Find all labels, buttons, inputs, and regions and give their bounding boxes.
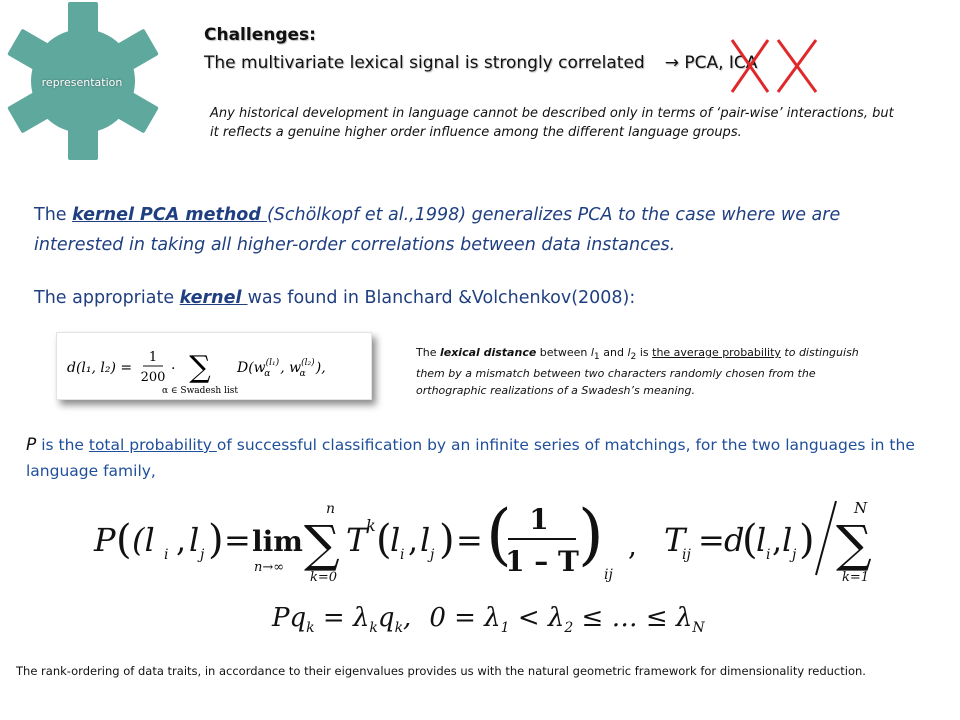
pca-ica-arrow-text: → PCA, ICA <box>664 53 758 73</box>
formula-dot: · <box>171 361 176 377</box>
eigenvalue-formula <box>272 596 705 642</box>
svg-text:j: j <box>200 547 205 563</box>
svg-text:T: T <box>346 521 368 559</box>
kernel-para-rest: generalizes PCA to the case where we are interested in taking all higher-order correlations between data instances. <box>34 205 841 255</box>
strike-through-x-marks <box>728 36 828 96</box>
svg-text:n: n <box>326 501 336 517</box>
svg-text:j: j <box>792 547 797 563</box>
formula-body: $D(w^{(l_1)}$ α , $w^{(l_2)}$ α ), <box>237 358 326 379</box>
svg-text:): ) <box>439 517 455 563</box>
p-symbol: P <box>26 435 37 455</box>
svg-text:,: , <box>628 529 637 562</box>
svg-text:): ) <box>799 517 815 563</box>
svg-text:ij: ij <box>604 567 613 583</box>
total-probability-paragraph: P is the total probability of successful classification by an infinite series of matchings, for the two languages in the language family, <box>26 435 915 480</box>
svg-text:k: k <box>366 516 376 535</box>
svg-text:(l: (l <box>132 521 155 559</box>
svg-text:,: , <box>408 521 419 559</box>
svg-text:∑: ∑ <box>304 515 340 573</box>
svg-text:Pqk = λkqk,0 = λ1 < λ2 ≤ … ≤ λ: $Pq_k = \lambda_kq_k$, $0 = \lambda_1 < \lambda_2$ ≤ … ≤ $\lambda_N$ <box>272 603 705 636</box>
svg-text:P: P <box>94 521 116 559</box>
svg-text:,: , <box>176 521 187 559</box>
citation: (Schölkopf et al.,1998) <box>266 205 467 225</box>
svg-text:T: T <box>664 521 686 559</box>
p-formula <box>94 495 894 587</box>
svg-text:l: l <box>782 521 793 559</box>
kernel-para-prefix: The <box>34 205 73 225</box>
svg-text:=: = <box>698 521 725 559</box>
gear-label: representation <box>41 76 123 89</box>
lexical-distance-formula <box>56 332 372 400</box>
svg-text:1 – T: 1 – T <box>505 545 579 578</box>
formula-sum-sub: α ∈ Swadesh list <box>161 386 239 396</box>
svg-text:l: l <box>420 521 431 559</box>
formula-lhs: d(l₁, l₂) = <box>67 360 133 376</box>
svg-text:(: ( <box>116 517 132 563</box>
rank-ordering-note: The rank-ordering of data traits, in accordance to their eigenvalues provides us with the natural geometric framework for dimensionality reduction. <box>16 664 866 678</box>
appropriate-kernel-line <box>34 288 635 308</box>
svg-text:): ) <box>578 496 604 573</box>
svg-text:=: = <box>456 521 483 559</box>
svg-text:lim: lim <box>252 525 303 558</box>
historical-note: Any historical development in language cannot be described only in terms of ‘pair-wise’ interactions, but it reflects a genuine higher order influence among the different language groups. <box>210 106 894 140</box>
svg-text:l: l <box>756 521 767 559</box>
svg-text:N: N <box>854 499 868 517</box>
appropriate-suffix: was found in Blanchard &Volchenkov(2008): <box>247 288 636 308</box>
svg-text:∑: ∑ <box>836 515 872 573</box>
appropriate-prefix: The appropriate <box>34 288 180 308</box>
svg-text:l: l <box>189 521 200 559</box>
svg-text:(: ( <box>742 517 758 563</box>
formula-sum: ∑ <box>189 350 211 385</box>
lexical-distance-note: The lexical distance between $l_1$ and $l_2$ is the average probability to distinguish them by a mismatch between two characters randomly chosen from the orthographic realizations of a Swadesh’s meaning. <box>416 346 859 398</box>
formula-frac-den: 200 <box>140 370 166 385</box>
kernel-pca-paragraph <box>34 200 924 260</box>
svg-text:k=0: k=0 <box>310 570 338 585</box>
kernel-link[interactable]: kernel <box>179 288 248 308</box>
kernel-pca-link[interactable]: kernel PCA method <box>72 205 267 225</box>
svg-text:i: i <box>400 547 405 563</box>
svg-text:): ) <box>208 517 224 563</box>
svg-text:l: l <box>390 521 401 559</box>
svg-text:1: 1 <box>529 503 549 536</box>
svg-text:d: d <box>724 521 745 559</box>
svg-text:j: j <box>430 547 435 563</box>
svg-text:k=1: k=1 <box>842 570 870 585</box>
formula-frac-num: 1 <box>148 350 158 365</box>
svg-text:(: ( <box>486 496 512 573</box>
svg-text:i: i <box>766 547 771 563</box>
total-probability-underlined: total probability <box>88 436 217 454</box>
correlation-text: The multivariate lexical signal is strongly correlated <box>204 53 645 73</box>
challenges-title: Challenges: <box>204 25 316 45</box>
correlation-statement <box>204 53 757 73</box>
svg-text:=: = <box>224 521 251 559</box>
svg-text:ij: ij <box>682 547 691 563</box>
lexical-formula-svg <box>57 333 371 399</box>
svg-text:,: , <box>772 521 783 559</box>
svg-text:(: ( <box>376 517 392 563</box>
svg-text:n→∞: n→∞ <box>254 560 285 575</box>
svg-text:i: i <box>164 547 169 563</box>
